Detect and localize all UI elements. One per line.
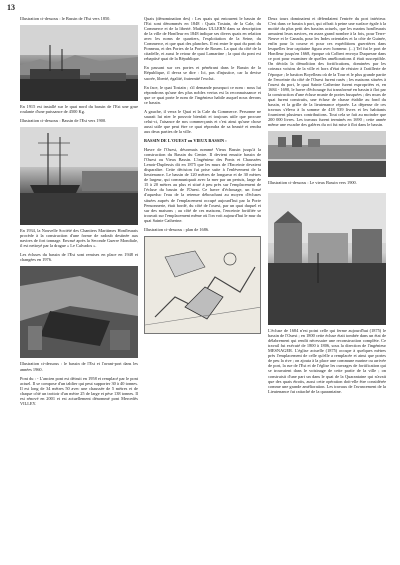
photo-harbor-scene xyxy=(20,25,138,101)
paragraph-pont: Pont du : - L'ancien pont est détruit en 1958 et remplacé par le pont actuel. Il se compose d'un tablier qui peut supporter 30 à 40 tonnes. Il est long de 34 mètres 50 avec une chaussée de 5 mètres et de chaque côté un trottoir d'un mètre 25 de large et pèse 138 tonnes. Il est rénové en 2001 et est actuellement dénommé pont Mercedès VILLEY. xyxy=(20,375,138,406)
section-heading-bassin-ouest: BASSIN DE L'OUEST ou VIEUX BASSIN : xyxy=(144,137,227,143)
page-number: 13 xyxy=(7,3,15,12)
caption-basin-1900: Illustration ci-dessous : Bassin de l'Est vers 1900. xyxy=(20,118,107,124)
paragraph-ecluse-1684: L'écluse de 1684 n'est point celle qui ferme aujourd'hui (1875) le bassin de l'Ouest ; en 1800 cette écluse était tombée dans un état de délabrement qui rendit nécessaire une reconstruction complète. Ce travail fut exécuté de 1800 à 1806, sous la direction de l'ingénieur MESNAGER. L'église actuelle (1875) occupe à quelques mètres près l'emplacement de celle qu'elle a remplacée et ainsi que portes de peu la rive ; on ajouta à la place une commune marine ou arrivée de port, la rue de l'Est et de l'église les ouvrages de fortification qui se trouvaient dans le voisinage de cette partie de la ville ; on construisit d'une part un dans le quai de la Quarantaine qui n'avait que des quais étroits, aussi cette opération doit-elle être considérée comme une grande amélioration. Les travaux de l'avancement de la Lieutenance fut rattaché de la quarantaine. xyxy=(268,328,386,394)
column-left xyxy=(20,16,138,410)
caption-vieux-bassin-1900: Illustration ci-dessous : Le vieux Bassin vers 1900. xyxy=(268,180,357,186)
photo-basin-1850 xyxy=(20,25,138,101)
paragraph-quai-tostain: En face, le quai Tostain ; s'il demande pourquoi ce nom : nous lui répondrons qu'une des plus nobles vertus est la reconnaissance et que ce quai porte le nom de l'ingénieur habile auquel nous devons ce bassin. xyxy=(144,84,261,105)
column-right xyxy=(268,16,386,398)
caption-plan-1686: Illustration ci-dessous : plan de 1686. xyxy=(144,226,210,232)
paragraph-cale-commerce: A gauche, il verra le Quai et la Cale du Commerce. Personne ne saurait lui nier le pouvoir bienfait et toujours utile que procure celui-ci, l'aisance de nos commerçants et c'est ainsi qu'une chose aussi utile que peut être ce quai répondra de sa beauté et rendra aux deux parties de la ville. xyxy=(144,108,261,134)
photo-vieux-bassin-1900 xyxy=(268,131,386,177)
paragraph-quais-denomination: Quais (dénomination des) : Les quais qui entourent le bassin de l'Est sont dénommés en 1848 : Quais Tostain, de la Cale, du Commerce et de la liberté. Mathias ULLERN dans sa description de la ville de Honfleur en 1848 indique ses divers quais en relation avec les noms de quartiers, l'exploitation de la Seine, du Commerce, et que quai des planches. Il est entre le quai du pont du Ponneau, et des Portes de la Porte de Rouen. La quai du côté de la citadelle, et aussi le retour de quai Lamartine ; la quai du pont est rebaptisé quai de la République. xyxy=(144,16,261,62)
paragraph-deux-tours: Deux tours dominaient et défendaient l'entrée du port intérieur. C'est dans ce bassin à port, qui offrait à peine une surface égale à la moitié du plus petit des bassins actuels, que les marins honfleurais armaient leurs navires, en assez grand nombre à la fois, pour Terre-Neuve et le Canada, pour les Indes orientales et la côte de Guinée, enfin pour la course et pour ces expéditions guerrières dans lesquelles leur capitaine figura avec honneur. (...) Tel fut le port de Honfleur jusqu'en 1668, époque où Colbert envoya Duquesne dans ce port pour examiner de quelles améliorations il était susceptible. On décida la démolition des fortifications, dominées par les coteaux voisins de la ville et hors d'état de résister à l'artillerie de l'époque ; le bastion Boyelleau où de la Tour et le plus grande partie de l'enceinte du côté de l'Ouest furent rasés ; les maisons situées à l'ouest du port, le quai Sainte Catherine furent expropriées et, en 1684 - 1690, le havre d'échouage fut transformé en bassin à flot par la construction d'une écluse munie de portes busquées ; des murs de quai furent construits, une écluse de chasse établie au fond du bassin, et la grille de la lieutenance réparée. La dépense de ces travaux s'éleva à la somme de 418 539 livres et les habitants fournirent plusieurs contributions. Tout cela se fait au moindre que 200 000 livres. Les travaux furent terminés en 1690 ; cette année même une escadre des galères du roi fut mise à flot dans le bassin. xyxy=(268,16,387,127)
caption-basin-1850: Illustration ci-dessous : le Bassin de l'Est vers 1850. xyxy=(20,16,111,21)
paragraph-forme-radoub: En 1934, la Nouvelle Société des Chantiers Maritimes Honfleurais procède à la construction d'une forme de radoub destinée aux navires de fort tonnage. Envasé après la Seconde Guerre Mondiale, il est nettoyé par la drague « Le Calvados ». xyxy=(20,228,138,249)
photo-ships-scene xyxy=(20,127,138,225)
map-plan-1686 xyxy=(144,236,261,334)
photo-lieutenance xyxy=(268,193,386,325)
photo-aerial-scene xyxy=(20,266,138,358)
photo-vieux-bassin-scene xyxy=(268,131,386,177)
map-drawing xyxy=(145,237,261,333)
caption-crane-1915: En 1915 est installé sur le quai nord du bassin de l'Est une grue roulante d'une puissance de 4500 Kg. xyxy=(20,104,138,115)
column-middle xyxy=(144,16,261,337)
paragraph-republique: En passant sur ces portes et pénétrant dans le Bassin de la République, il devra se dire : Ici, pas d'injustice, car la devise sacrée, liberté, égalité, fraternité l'exclut. xyxy=(144,65,261,81)
paragraph-havre-ouest: Havre de l'Ouest, désormais nommé Vieux Bassin jusqu'à la construction du Bassin du Centre. Il devient ensuite bassin de l'Ouest ou Vieux Bassin. L'ingénieur des Ponts et Chaussées Lenoir-Duplessis dit en 1875 que les murs de l'Enceinte devaient disparaître. Cette décision fut prise suite à l'enlèvement de la lieutenance. Le bassin de 120 mètres de longueur et de 30 mètres de largeur, qui communiquait avec la mer par un pertuis, large de 15 à 20 mètres au plus et situé à peu près sur l'emplacement de l'écluse du bassin de l'Ouest. Ce havre d'échouage, un fossé d'aqueduc l'eau de la retenue débouchant au moyen d'écluses situées auprès de l'emplacement occupé aujourd'hui par la Porte Pensonnerie, était bordé, du côté de l'ouest, par un quai duquel et sur des maisons ; au côté de ces maisons, l'enceinte fortifiée se trouvait sur l'emplacement même où l'on voit aujourd'hui le mur du quai Sainte Catherine. xyxy=(144,147,261,223)
caption-basin-1960: Illustration ci-dessous : le bassin de l'Est et l'avant-port dans les années 1960. xyxy=(20,361,138,372)
photo-aerial-1960 xyxy=(20,266,138,358)
paragraph-ecluses: Les écluses du bassin de l'Est sont remises en place en 1948 et changées en 1976. xyxy=(20,252,138,263)
photo-lieutenance-scene xyxy=(268,193,386,325)
photo-basin-1900 xyxy=(20,127,138,225)
